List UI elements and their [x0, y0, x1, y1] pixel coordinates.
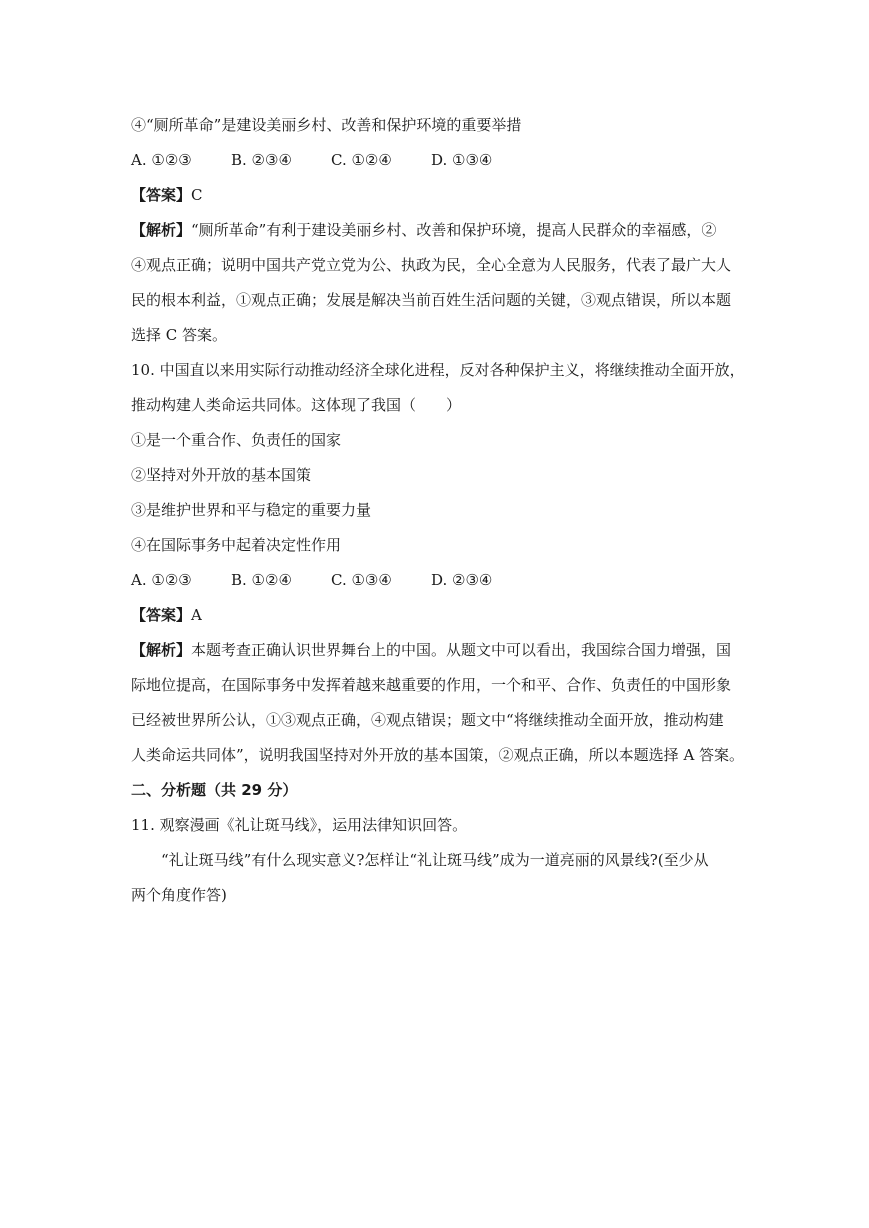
q9-option-b: B. ②③④: [231, 151, 292, 169]
q10-item-1: ①是一个重合作、负责任的国家: [131, 431, 342, 449]
q9-answer-value: C: [191, 186, 203, 204]
q9-options: [131, 143, 739, 178]
q9-analysis-line: ④观点正确；说明中国共产党立党为公、执政为民，全心全意为人民服务，代表了最广大人: [131, 256, 732, 274]
q10-item-2: ②坚持对外开放的基本国策: [131, 466, 312, 484]
q9-analysis-line: 选择 C 答案。: [131, 326, 228, 344]
q9-analysis-line: 【解析】“厕所革命”有利于建设美丽乡村、改善和保护环境，提高人民群众的幸福感，②: [131, 221, 717, 239]
q10-stem-line: 10. 中国直以来用实际行动推动经济全球化进程，反对各种保护主义，将继续推动全面开放，: [131, 361, 745, 379]
section-heading: 二、分析题（共 29 分）: [131, 781, 298, 799]
q10-analysis-tag: 【解析】: [131, 641, 192, 659]
q10-analysis-line: 已经被世界所公认，①③观点正确，④观点错误；题文中“将继续推动全面开放，推动构建: [131, 711, 724, 729]
q11-question-line: “礼让斑马线”有什么现实意义?怎样让“礼让斑马线”成为一道亮丽的风景线?(至少从: [161, 851, 709, 869]
q9-answer-tag: 【答案】: [131, 186, 192, 204]
q9-analysis-tag: 【解析】: [131, 221, 192, 239]
document-page: [131, 108, 745, 913]
q10-option-a: A. ①②③: [131, 571, 192, 589]
q9-item-4: ④“厕所革命”是建设美丽乡村、改善和保护环境的重要举措: [131, 116, 522, 134]
q10-item-4: ④在国际事务中起着决定性作用: [131, 536, 342, 554]
q9-analysis-line: 民的根本利益，①观点正确；发展是解决当前百姓生活问题的关键，③观点错误，所以本题: [131, 291, 732, 309]
q11-stem: 11. 观察漫画《礼让斑马线》，运用法律知识回答。: [131, 816, 468, 834]
q10-option-d: D. ②③④: [431, 571, 493, 589]
q10-options: [131, 563, 739, 598]
q9-option-d: D. ①③④: [431, 151, 493, 169]
q9-option-c: C. ①②④: [331, 151, 392, 169]
q10-analysis-line: 【解析】本题考查正确认识世界舞台上的中国。从题文中可以看出，我国综合国力增强，国: [131, 641, 732, 659]
q11-question-line: 两个角度作答): [131, 886, 227, 904]
q10-analysis-line: 人类命运共同体”，说明我国坚持对外开放的基本国策，②观点正确，所以本题选择 A 答案。: [131, 746, 745, 764]
q10-item-3: ③是维护世界和平与稳定的重要力量: [131, 501, 372, 519]
q10-answer: [131, 598, 739, 633]
q9-answer: [131, 178, 739, 213]
q10-stem-line: 推动构建人类命运共同体。这体现了我国（ ）: [131, 396, 462, 414]
q9-option-a: A. ①②③: [131, 151, 192, 169]
q10-answer-tag: 【答案】: [131, 606, 192, 624]
q10-option-c: C. ①③④: [331, 571, 392, 589]
q10-answer-value: A: [191, 606, 202, 624]
q10-analysis-line: 际地位提高，在国际事务中发挥着越来越重要的作用，一个和平、合作、负责任的中国形象: [131, 676, 732, 694]
q10-option-b: B. ①②④: [231, 571, 292, 589]
